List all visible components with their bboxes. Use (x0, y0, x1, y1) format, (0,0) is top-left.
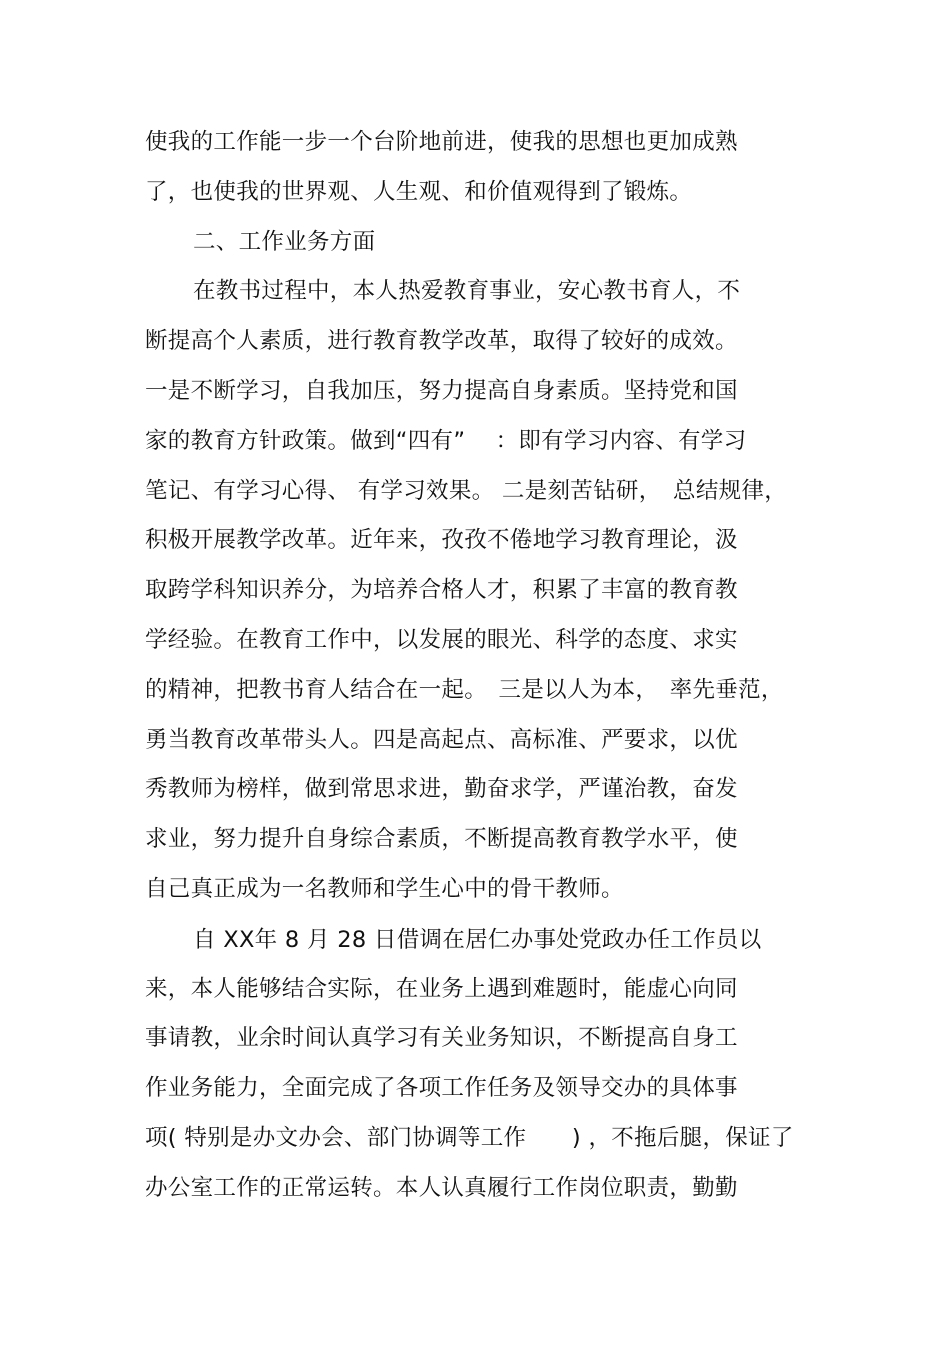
text-line: 取跨学科知识养分，为培养合格人才，积累了丰富的教育教 (145, 577, 738, 603)
text-line: 积极开展教学改革。近年来，孜孜不倦地学习教育理论，汲 (145, 527, 738, 553)
text-line: 了，也使我的世界观、人生观、和价值观得到了锻炼。 (145, 179, 693, 205)
text-line: 一是不断学习，自我加压，努力提高自身素质。坚持党和国 (145, 378, 738, 404)
text-line: 使我的工作能一步一个台阶地前进，使我的思想也更加成熟 (145, 129, 738, 155)
text-line: 断提高个人素质，进行教育教学改革，取得了较好的成效。 (145, 328, 738, 354)
text-line: 在教书过程中，本人热爱教育事业，安心教书育人，不 (193, 278, 741, 304)
text-line: 笔记、有学习心得、 有学习效果。 二是刻苦钻研， 总结规律， (145, 478, 788, 504)
text-line: 来，本人能够结合实际，在业务上遇到难题时，能虚心向同 (145, 976, 738, 1002)
text-line: 学经验。在教育工作中，以发展的眼光、科学的态度、求实 (145, 627, 738, 653)
text-line: 作业务能力，全面完成了各项工作任务及领导交办的具体事 (145, 1075, 738, 1101)
text-line: 事请教，业余时间认真学习有关业务知识，不断提高自身工 (145, 1025, 738, 1051)
text-line: 自己真正成为一名教师和学生心中的骨干教师。 (145, 876, 624, 902)
text-line: 勇当教育改革带头人。四是高起点、高标准、严要求，以优 (145, 727, 738, 753)
text-line: 办公室工作的正常运转。本人认真履行工作岗位职责，勤勤 (145, 1175, 738, 1201)
text-line: 自 XX年 8 月 28 日借调在居仁办事处党政办任工作员以 (193, 927, 762, 953)
text-line: 项( 特别是办文办会、部门协调等工作 ) ，不拖后腿，保证了 (145, 1125, 794, 1151)
section-heading: 二、工作业务方面 (193, 229, 376, 255)
text-line: 求业，努力提升自身综合素质，不断提高教育教学水平，使 (145, 826, 738, 852)
text-line: 家的教育方针政策。做到“四有” ：即有学习内容、有学习 (145, 428, 747, 454)
text-line: 秀教师为榜样，做到常思求进，勤奋求学，严谨治教，奋发 (145, 776, 738, 802)
text-line: 的精神，把教书育人结合在一起。 三是以人为本， 率先垂范， (145, 677, 784, 703)
